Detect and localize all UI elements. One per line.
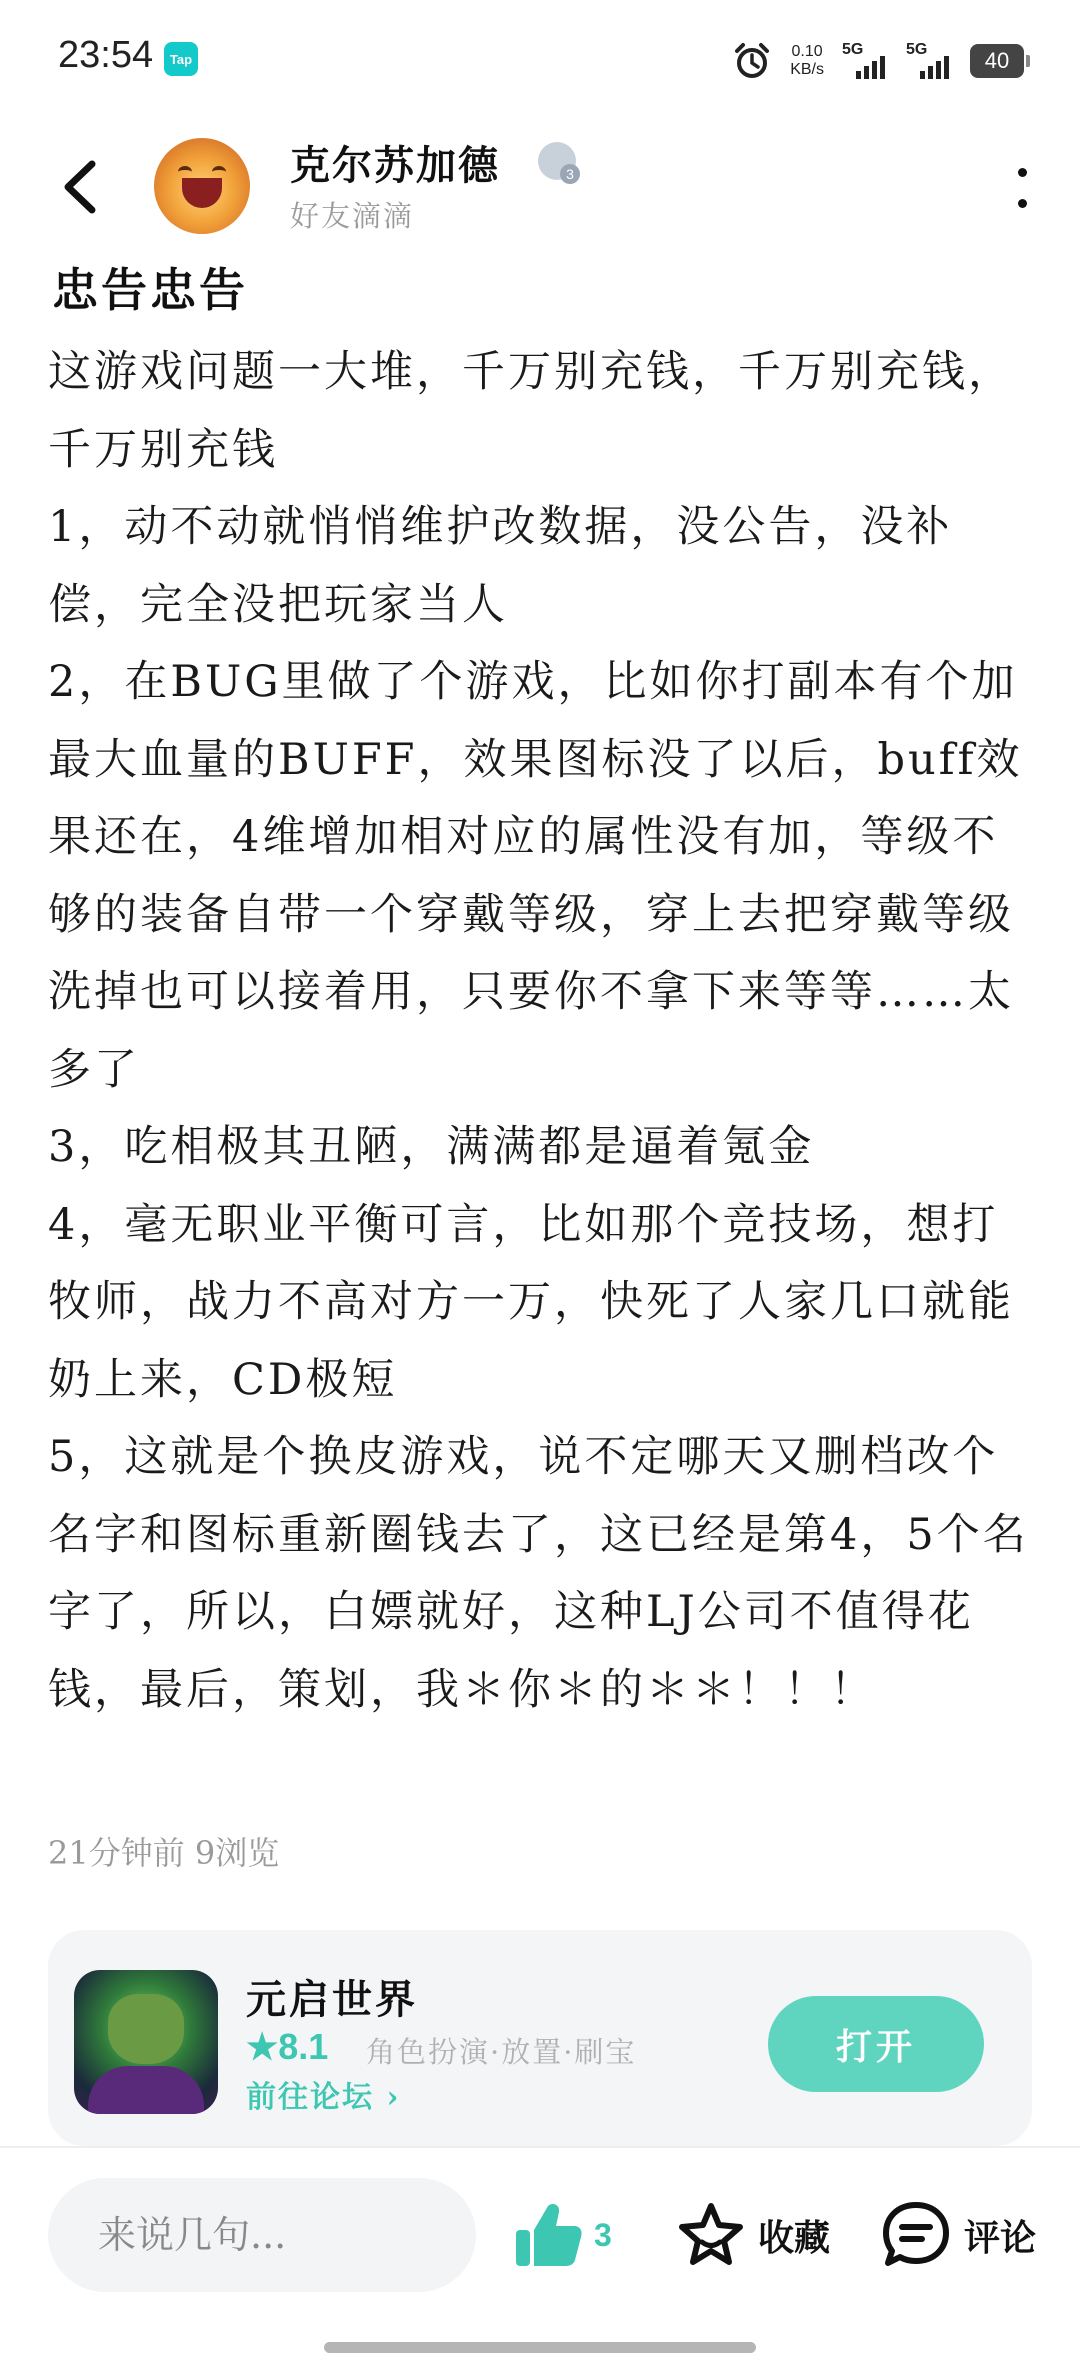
game-icon[interactable] — [74, 1970, 218, 2114]
game-rating: ★8.1 — [246, 2026, 329, 2067]
comment-input[interactable] — [48, 2178, 476, 2292]
user-name[interactable]: 克尔苏加德 — [290, 142, 500, 189]
post-paragraph: 这游戏问题一大堆，千万别充钱，千万别充钱，千万别充钱 — [48, 347, 1014, 475]
user-subtitle: 好友滴滴 — [290, 199, 415, 233]
user-level-badge: 3 — [538, 142, 576, 180]
comment-bubble-icon — [880, 2199, 952, 2271]
forum-link[interactable]: 前往论坛 › — [246, 2080, 401, 2115]
star-outline-icon — [676, 2200, 746, 2270]
battery-indicator: 40 — [970, 44, 1024, 78]
game-name[interactable]: 元启世界 — [246, 1976, 418, 2023]
more-vertical-icon[interactable] — [1012, 168, 1032, 208]
back-arrow-icon[interactable] — [52, 152, 112, 222]
post-paragraph: 4，毫无职业平衡可言，比如那个竞技场，想打牧师，战力不高对方一万，快死了人家几口就能奶上来，CD极短 — [48, 1199, 1014, 1405]
status-indicators — [732, 36, 1024, 86]
signal-strength-sim2: 5G — [906, 41, 952, 81]
thumbs-up-icon — [512, 2200, 584, 2270]
status-bar — [0, 0, 1080, 118]
favorite-button[interactable] — [676, 2190, 830, 2280]
post-header — [0, 128, 1080, 248]
post-title: 忠告忠告 — [52, 263, 248, 317]
network-speed: 0.10 KB/s — [790, 43, 824, 78]
post-body — [48, 334, 1038, 1729]
post-meta: 21分钟前 9浏览 — [48, 1834, 280, 1872]
comment-label: 评论 — [964, 2216, 1037, 2259]
status-time: 23:54 — [58, 34, 154, 76]
like-button[interactable] — [512, 2190, 612, 2280]
favorite-label: 收藏 — [758, 2216, 831, 2259]
post-paragraph: 3，吃相极其丑陋，满满都是逼着氪金 — [48, 1122, 815, 1172]
avatar[interactable] — [154, 138, 250, 234]
comment-button[interactable] — [880, 2190, 1036, 2280]
home-indicator[interactable] — [324, 2342, 756, 2353]
post-paragraph: 5，这就是个换皮游戏，说不定哪天又删档改个名字和图标重新圈钱去了，这已经是第4，5个名字了，所以，白嫖就好，这种LJ公司不值得花钱，最后，策划，我＊你＊的＊＊！！！ — [48, 1432, 1029, 1715]
post-paragraph: 2，在BUG里做了个游戏，比如你打副本有个加最大血量的BUFF，效果图标没了以后，buff效果还在，4维增加相对应的属性没有加，等级不够的装备自带一个穿戴等级，穿上去把穿戴等级洗掉也可以接着用，只要你不拿下来等等……太多了 — [48, 657, 1023, 1095]
signal-strength-sim1: 5G — [842, 41, 888, 81]
tap-app-icon: Tap — [164, 42, 198, 76]
open-game-button[interactable]: 打开 — [768, 1996, 984, 2092]
bottom-divider — [0, 2146, 1080, 2148]
game-tags: 角色扮演·放置·刷宝 — [366, 2035, 637, 2069]
like-count: 3 — [594, 2216, 612, 2253]
post-paragraph: 1，动不动就悄悄维护改数据，没公告，没补偿，完全没把玩家当人 — [48, 502, 953, 630]
game-card[interactable] — [48, 1930, 1032, 2146]
alarm-clock-icon — [732, 41, 772, 81]
